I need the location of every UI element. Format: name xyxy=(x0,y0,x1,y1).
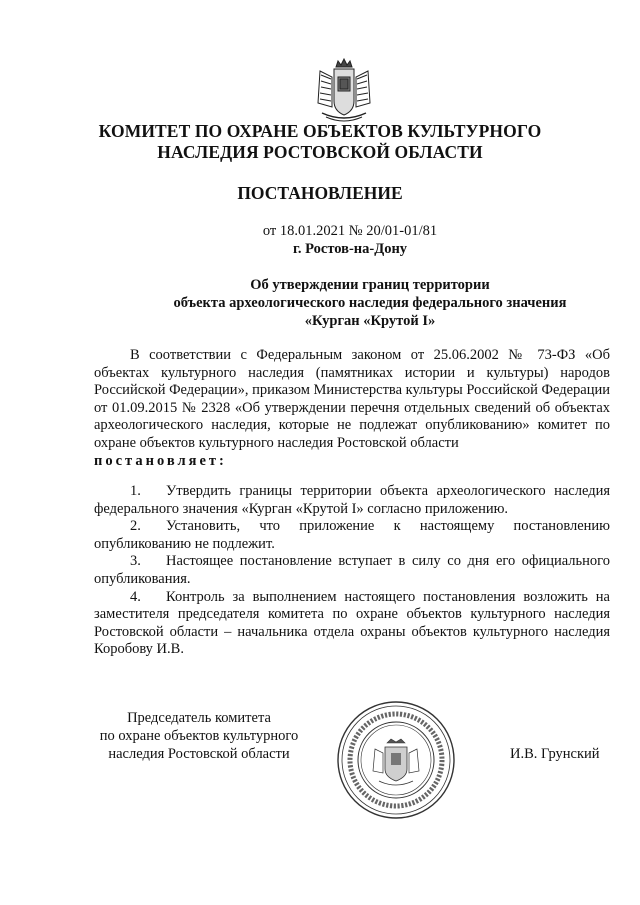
document-meta xyxy=(200,222,500,258)
list-item xyxy=(94,553,610,588)
item-text: Настоящее постановление вступает в силу со дня его официального опубликования. xyxy=(94,553,610,587)
signer-position-line-2: по охране объектов культурного xyxy=(99,728,299,744)
title-line-1: Об утверждении границ территории xyxy=(250,277,490,293)
title-line-2: объекта археологического наследия федерального значения xyxy=(173,295,567,311)
item-number: 3. xyxy=(130,553,141,570)
date-and-number: от 18.01.2021 № 20/01-01/81 xyxy=(262,223,438,239)
title-line-3: «Курган «Крутой I» xyxy=(304,313,436,329)
list-item xyxy=(94,483,610,518)
document-type: ПОСТАНОВЛЕНИЕ xyxy=(237,183,403,203)
preamble xyxy=(94,347,610,470)
item-text: Установить, что приложение к настоящему постановлению опубликованию не подлежит. xyxy=(94,518,610,552)
document-title xyxy=(0,276,640,330)
item-number: 4. xyxy=(130,588,141,605)
item-text: Контроль за выполнением настоящего постановления возложить на заместителя председателя комитета по охране объектов культурного наследия Ростовской области – начальника отдела охраны объектов культурного наследия Коробову И.В. xyxy=(94,588,610,658)
city: г. Ростов-на-Дону xyxy=(292,241,408,257)
signer-position-line-1: Председатель комитета xyxy=(127,710,271,726)
org-name-line-1: КОМИТЕТ ПО ОХРАНЕ ОБЪЕКТОВ КУЛЬТУРНОГО xyxy=(98,121,542,141)
list-item xyxy=(94,589,610,659)
item-number: 2. xyxy=(130,518,141,535)
item-number: 1. xyxy=(130,483,141,499)
resolution-items xyxy=(94,483,610,659)
signer-position-line-3: наследия Ростовской области xyxy=(108,746,290,762)
resolves-word: постановляет: xyxy=(94,452,227,469)
signer-position xyxy=(92,709,306,763)
item-text: Утвердить границы территории объекта археологического наследия федерального значения «Курган «Крутой I» согласно приложению. xyxy=(94,483,610,517)
coat-of-arms-icon xyxy=(312,57,376,125)
org-name-line-2: НАСЛЕДИЯ РОСТОВСКОЙ ОБЛАСТИ xyxy=(157,142,483,162)
preamble-paragraph: В соответствии с Федеральным законом от 25.06.2002 № 73-ФЗ «Об объектах культурного наследия (памятниках истории и культуры) народов Российской Федерации», приказом Министерства культуры Российской Федерации от 01.09.2015 № 2328 «Об утверждении перечня отдельных сведений об объектах археологического наследия, которые не подлежат опубликованию» комитет по охране объектов культурного наследия Ростовской области xyxy=(94,347,610,451)
official-seal-icon xyxy=(335,699,457,821)
signer-name: И.В. Грунский xyxy=(510,746,600,762)
issuing-organization xyxy=(0,121,640,163)
list-item xyxy=(94,518,610,553)
